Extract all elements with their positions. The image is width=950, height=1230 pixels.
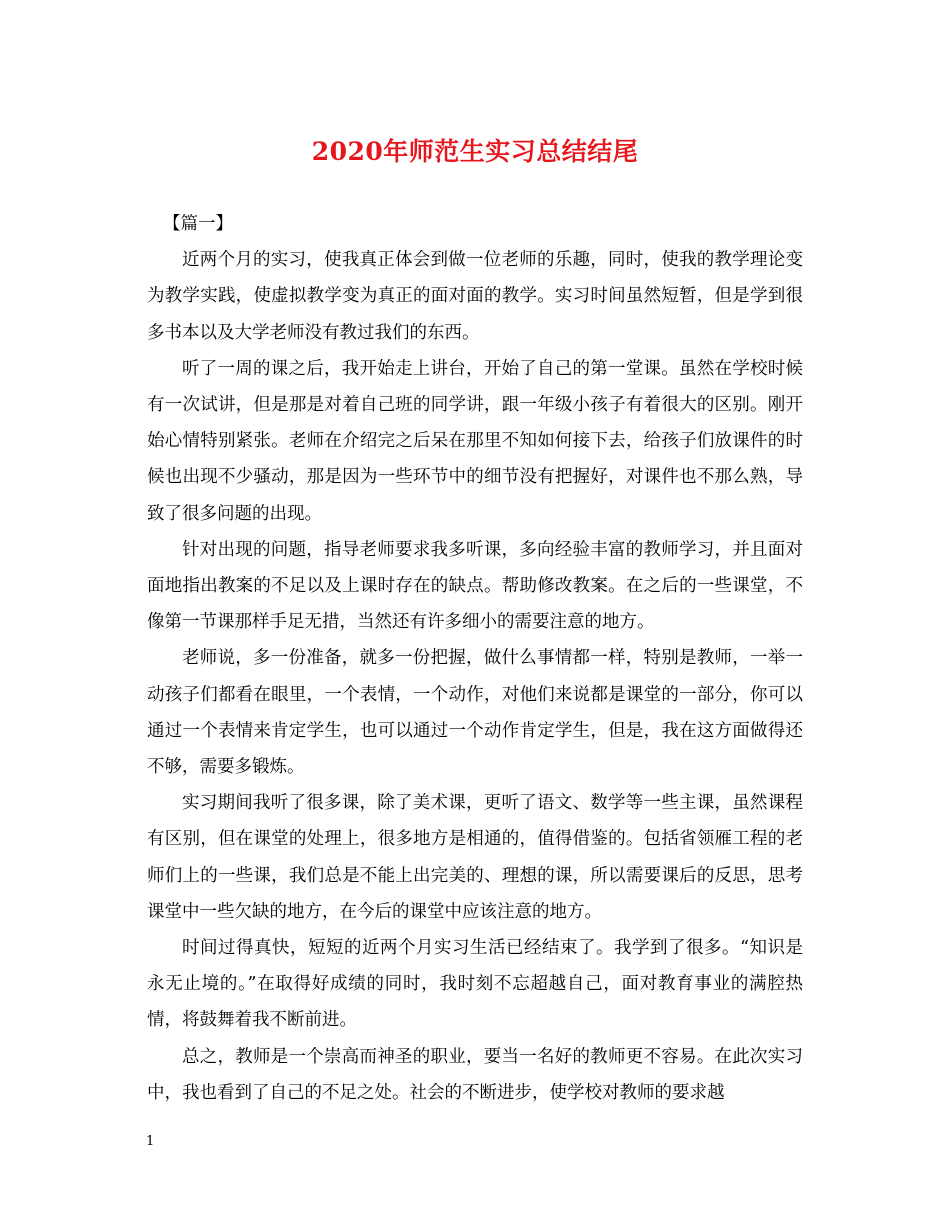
paragraph-5: 实习期间我听了很多课，除了美术课，更听了语文、数学等一些主课，虽然课程有区别，但在课堂的处理上，很多地方是相通的，值得借鉴的。包括省领雁工程的老师们上的一些课，我们总是不能上出完美的、理想的课，所以需要课后的反思，思考课堂中一些欠缺的地方，在今后的课堂中应该注意的地方。 xyxy=(147,793,803,922)
document-title: 2020年师范生实习总结结尾 xyxy=(311,137,639,166)
page-number: 1 xyxy=(146,1134,155,1149)
paragraph-3: 针对出现的问题，指导老师要求我多听课，多向经验丰富的教师学习，并且面对面地指出教案的不足以及上课时存在的缺点。帮助修改教案。在之后的一些课堂，不像第一节课那样手足无措，当然还有许多细小的需要注意的地方。 xyxy=(147,539,803,633)
paragraph-7: 总之，教师是一个崇高而神圣的职业，要当一名好的教师更不容易。在此次实习中，我也看到了自己的不足之处。社会的不断进步，使学校对教师的要求越 xyxy=(147,1046,803,1103)
paragraph-2: 听了一周的课之后，我开始走上讲台，开始了自己的第一堂课。虽然在学校时候有一次试讲，但是那是对着自己班的同学讲，跟一年级小孩子有着很大的区别。刚开始心情特别紧张。老师在介绍完之后呆在那里不知如何接下去，给孩子们放课件的时候也出现不少骚动，那是因为一些环节中的细节没有把握好，对课件也不那么熟，导致了很多问题的出现。 xyxy=(147,358,803,524)
paragraph-4: 老师说，多一份准备，就多一份把握，做什么事情都一样，特别是教师，一举一动孩子们都看在眼里，一个表情，一个动作，对他们来说都是课堂的一部分，你可以通过一个表情来肯定学生，也可以通过一个动作肯定学生，但是，我在这方面做得还不够，需要多锻炼。 xyxy=(147,648,803,778)
paragraph-6: 时间过得真快，短短的近两个月实习生活已经结束了。我学到了很多。“知识是永无止境的。”在取得好成绩的同时，我时刻不忘超越自己，面对教育事业的满腔热情，将鼓舞着我不断前进。 xyxy=(147,938,803,1031)
paragraph-1: 近两个月的实习，使我真正体会到做一位老师的乐趣，同时，使我的教学理论变为教学实践，使虚拟教学变为真正的面对面的教学。实习时间虽然短暂，但是学到很多书本以及大学老师没有教过我们的东西。 xyxy=(147,250,803,343)
document-body xyxy=(147,206,803,1111)
section-label: 【篇一】 xyxy=(163,214,233,234)
